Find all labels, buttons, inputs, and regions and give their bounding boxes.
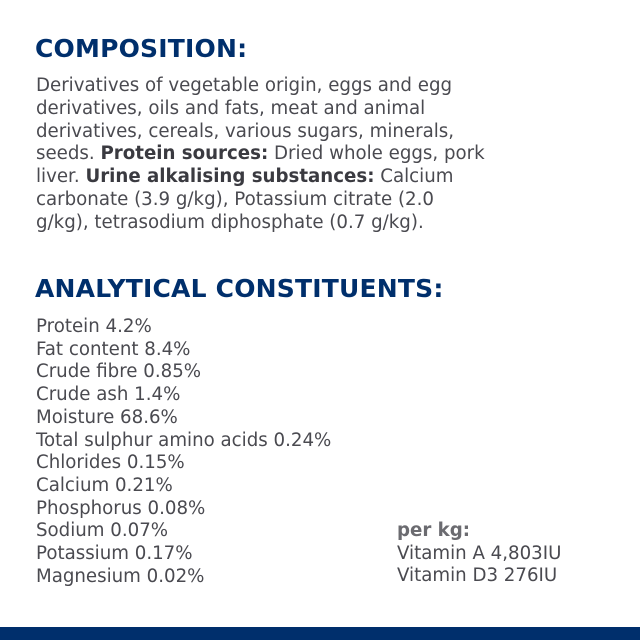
composition-text [36,75,626,235]
constituent-item: Calcium 0.21% [36,474,173,496]
analytical-constituents-list [36,316,331,588]
composition-line: derivatives, oils and fats, meat and animal [36,97,426,119]
constituent-item: Potassium 0.17% [36,543,193,565]
constituent-item: Chlorides 0.15% [36,452,185,474]
composition-line [36,143,626,166]
footer-bar [0,627,640,640]
urine-alkalising-label: Urine alkalising substances: [85,166,375,188]
constituent-item: Phosphorus 0.08% [36,497,206,519]
vitamin-item: Vitamin A 4,803IU [397,542,562,564]
composition-line: Derivatives of vegetable origin, eggs and egg [36,75,453,96]
composition-line: g/kg), tetrasodium diphosphate (0.7 g/kg). [36,211,424,233]
analytical-constituents-heading: ANALYTICAL CONSTITUENTS: [35,274,444,303]
per-kg-title: per kg: [397,520,471,541]
composition-heading: COMPOSITION: [35,34,248,63]
constituent-item: Crude fibre 0.85% [36,361,202,383]
constituent-item: Sodium 0.07% [36,520,169,542]
constituent-item: Crude ash 1.4% [36,384,181,406]
per-kg-list [397,520,561,588]
composition-text-segment: liver. [36,166,86,188]
constituent-item: Magnesium 0.02% [36,565,205,587]
protein-sources-value: Dried whole eggs, pork [268,143,485,165]
composition-line [36,166,626,189]
constituent-item: Fat content 8.4% [36,338,191,360]
urine-alkalising-value: Calcium [374,166,454,188]
composition-line: carbonate (3.9 g/kg), Potassium citrate (2.0 [36,188,434,210]
composition-text-segment: seeds. [36,143,101,165]
protein-sources-label: Protein sources: [100,143,269,165]
constituent-item: Protein 4.2% [36,316,152,337]
composition-line: derivatives, cereals, various sugars, minerals, [36,120,455,142]
vitamin-item: Vitamin D3 276IU [397,565,558,587]
constituent-item: Total sulphur amino acids 0.24% [36,429,332,451]
constituent-item: Moisture 68.6% [36,406,178,428]
